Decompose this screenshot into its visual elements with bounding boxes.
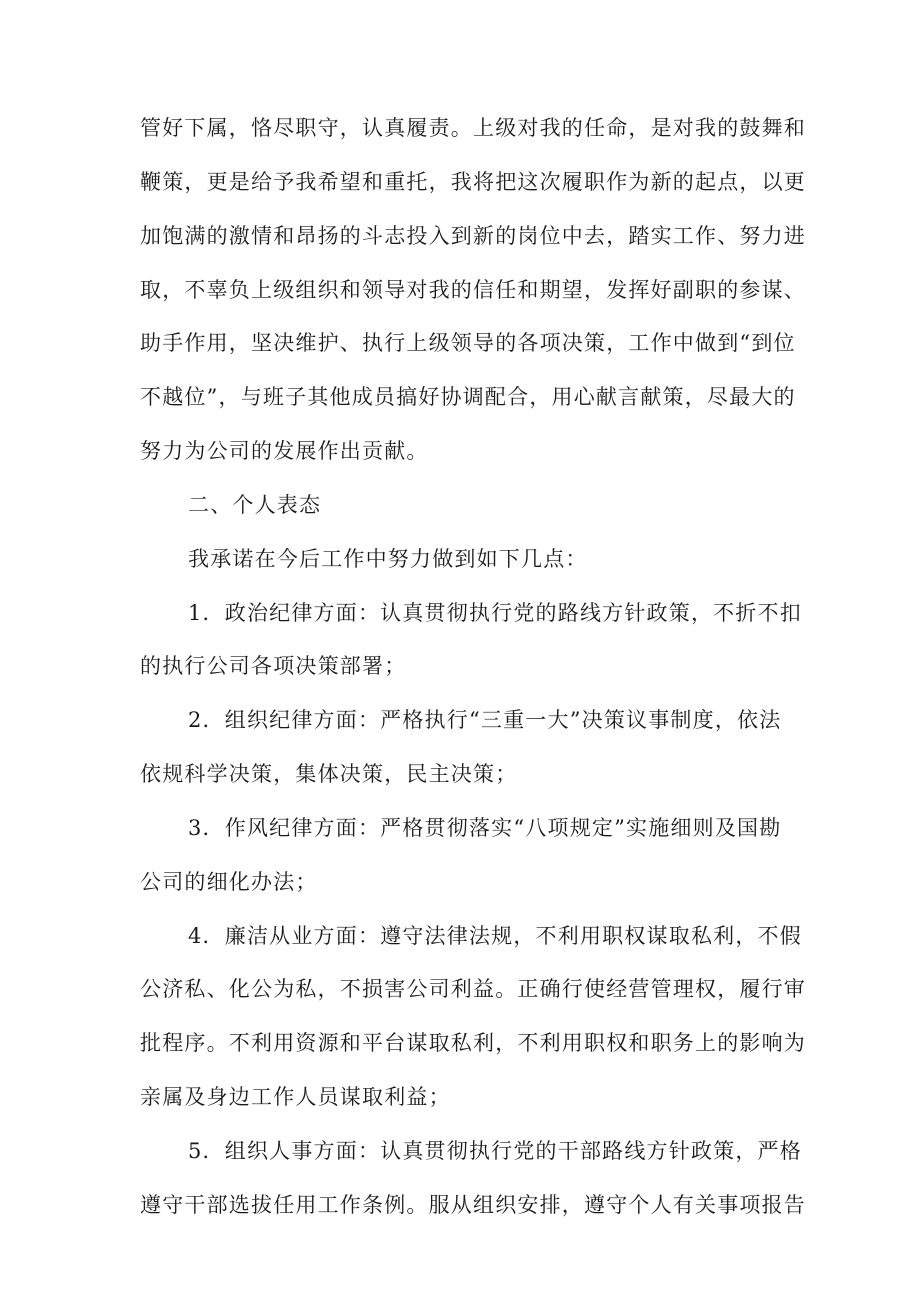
paragraph-line: 取，不辜负上级组织和领导对我的信任和期望，发挥好副职的参谋、 (140, 278, 806, 302)
list-item-line: 依规科学决策，集体决策，民主决策； (140, 762, 518, 786)
list-item-line: 的执行公司各项决策部署； (140, 654, 407, 678)
paragraph-line: 鞭策，更是给予我希望和重托，我将把这次履职作为新的起点，以更 (140, 170, 806, 194)
list-item-line: 亲属及身边工作人员谋取利益； (140, 1085, 451, 1109)
list-item-line: 遵守干部选拔任用工作条例。服从组织安排，遵守个人有关事项报告 (140, 1193, 806, 1217)
list-item-line: 1．政治纪律方面：认真贯彻执行党的路线方针政策，不折不扣 (188, 601, 802, 625)
paragraph-line: 加饱满的激情和昂扬的斗志投入到新的岗位中去，踏实工作、努力进 (140, 224, 806, 248)
list-item-line: 2．组织纪律方面：严格执行“三重一大”决策议事制度，依法 (188, 708, 782, 732)
list-item-line: 3．作风纪律方面：严格贯彻落实“八项规定”实施细则及国勘 (188, 816, 782, 840)
list-item-line: 公济私、化公为私，不损害公司利益。正确行使经营管理权，履行审 (140, 977, 806, 1001)
paragraph-line: 努力为公司的发展作出贡献。 (140, 439, 429, 463)
paragraph-line: 管好下属，恪尽职守，认真履责。上级对我的任命，是对我的鼓舞和 (140, 116, 806, 140)
section-heading: 二、个人表态 (188, 493, 322, 517)
paragraph-line: 不越位”，与班子其他成员搞好协调配合，用心献言献策，尽最大的 (140, 385, 796, 409)
paragraph-line: 助手作用，坚决维护、执行上级领导的各项决策，工作中做到“到位 (140, 331, 796, 355)
list-item-line: 批程序。不利用资源和平台谋取私利，不利用职权和职务上的影响为 (140, 1031, 806, 1055)
list-item-line: 5．组织人事方面：认真贯彻执行党的干部路线方针政策，严格 (188, 1139, 802, 1163)
list-item-line: 公司的细化办法； (140, 870, 318, 894)
list-item-line: 4．廉洁从业方面：遵守法律法规，不利用职权谋取私利，不假 (188, 924, 802, 948)
paragraph-line: 我承诺在今后工作中努力做到如下几点： (188, 547, 588, 571)
